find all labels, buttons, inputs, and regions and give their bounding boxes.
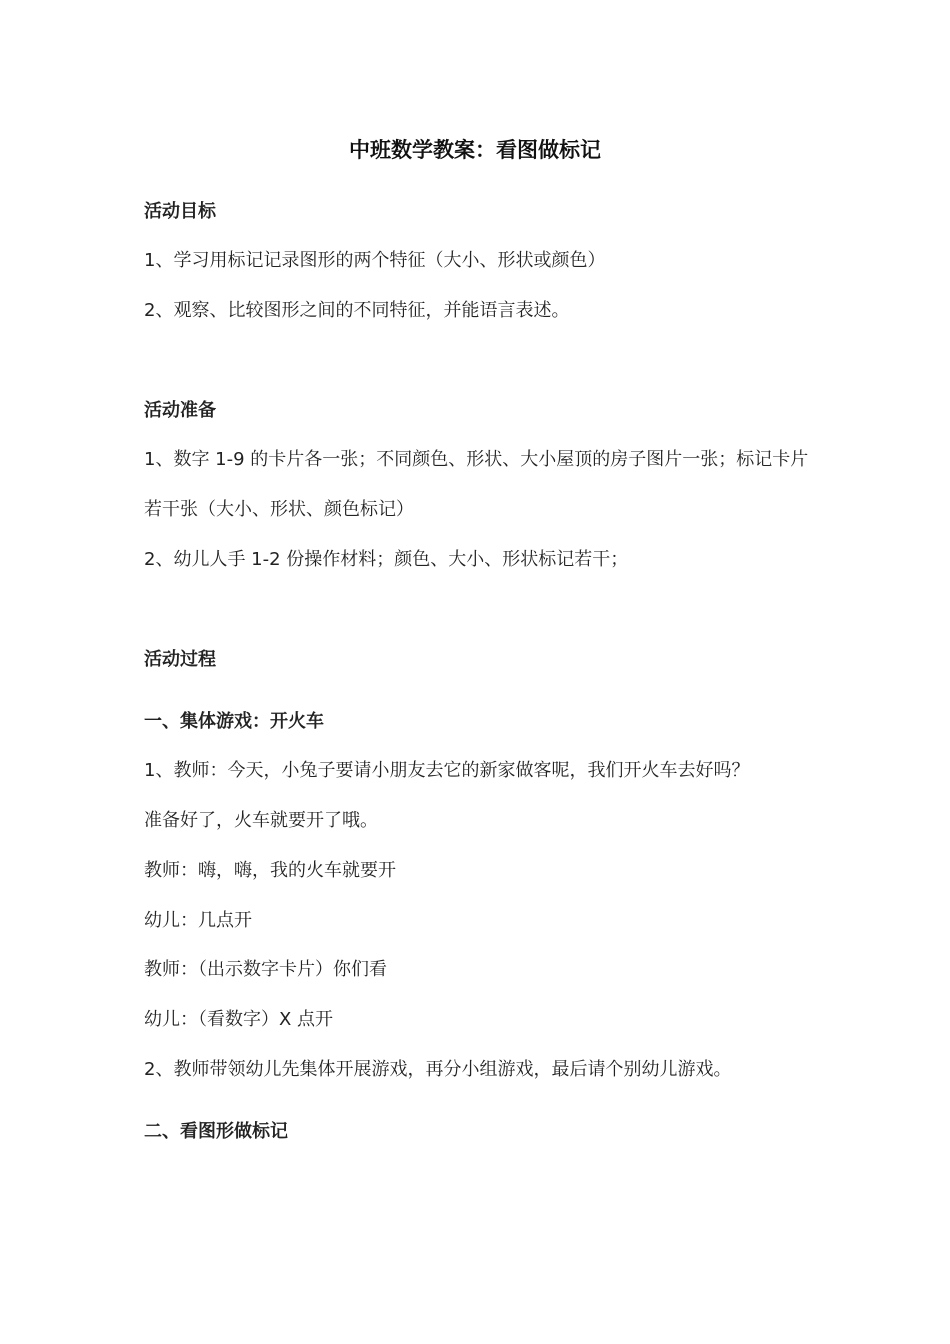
process-item: 1、教师：今天，小兔子要请小朋友去它的新家做客呢，我们开火车去好吗？ [144,760,750,781]
prep-item: 2、幼儿人手 1-2 份操作材料；颜色、大小、形状标记若干； [144,549,629,570]
process-item: 幼儿：（看数字）X 点开 [144,1009,334,1030]
process-item: 幼儿：几点开 [144,910,252,931]
section-heading-prep: 活动准备 [144,400,216,421]
subsection-heading-train-game: 一、集体游戏：开火车 [144,711,324,732]
subsection-heading-marking: 二、看图形做标记 [144,1121,288,1142]
process-item: 准备好了，火车就要开了哦。 [144,810,378,831]
goal-item: 1、学习用标记记录图形的两个特征（大小、形状或颜色） [144,250,606,271]
process-item: 教师：（出示数字卡片）你们看 [144,959,387,980]
process-item: 2、教师带领幼儿先集体开展游戏，再分小组游戏，最后请个别幼儿游戏。 [144,1059,732,1080]
prep-item: 若干张（大小、形状、颜色标记） [144,499,414,520]
document-title: 中班数学教案：看图做标记 [349,138,601,162]
goal-item: 2、观察、比较图形之间的不同特征，并能语言表述。 [144,300,570,321]
prep-item: 1、数字 1-9 的卡片各一张；不同颜色、形状、大小屋顶的房子图片一张；标记卡片 [144,449,809,470]
section-heading-goal: 活动目标 [144,201,216,222]
section-heading-process: 活动过程 [144,649,216,670]
process-item: 教师：嗨，嗨，我的火车就要开 [144,860,396,881]
